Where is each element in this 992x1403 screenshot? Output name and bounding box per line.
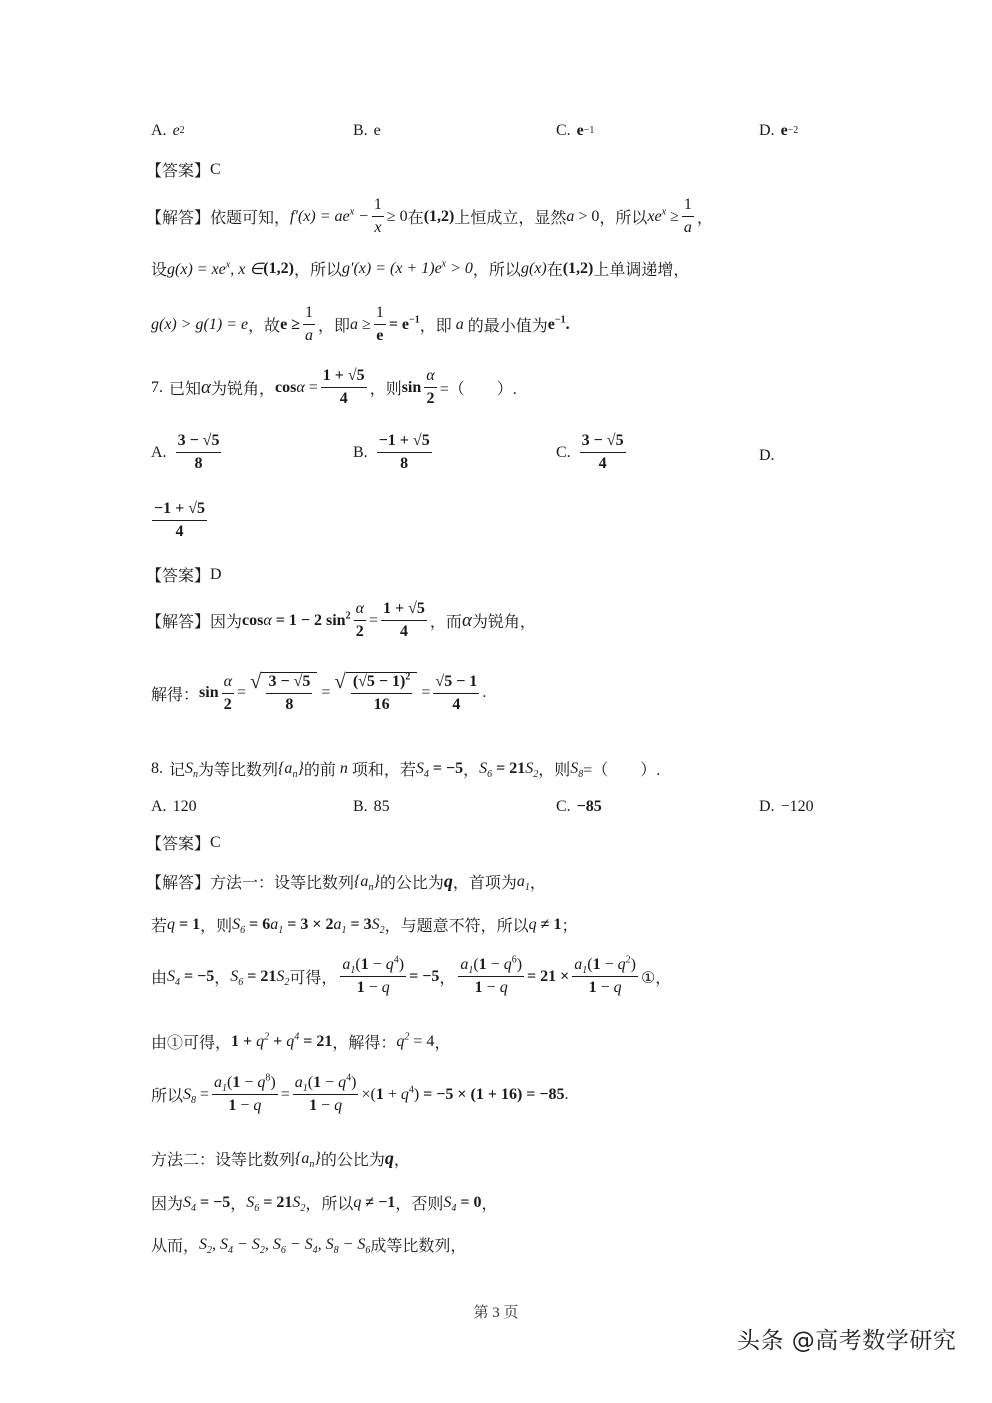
option-value: 85 [373, 798, 390, 815]
text: ，所以 [599, 210, 648, 228]
option-letter: D. [759, 447, 775, 464]
text: =（ ）. [583, 762, 661, 779]
fraction: $\frac{1}{x}$ [373, 196, 382, 237]
math: a ≥ [350, 315, 371, 333]
math: q [384, 1148, 394, 1168]
math: $S_2$ [371, 915, 385, 936]
page-number: 第 3 页 [473, 1305, 519, 1321]
option-value: −85 [576, 798, 602, 815]
fraction: $\frac{1}{a}$ [683, 196, 692, 237]
math: (1,2) [562, 259, 594, 277]
math: $S_2$ [525, 759, 539, 780]
math: = [368, 611, 379, 629]
math: cos [242, 611, 264, 629]
math: sin [401, 378, 422, 396]
math: = 21 × [527, 967, 570, 985]
math: = −5 [409, 967, 440, 985]
math: $S_2$ [292, 1193, 306, 1214]
math: = [196, 1085, 210, 1103]
text: ，所以 [472, 262, 521, 279]
text: 的公比为 [379, 875, 444, 892]
math: = −5 × (1 + 16) = −85 [419, 1085, 565, 1103]
q7-option-c [556, 432, 629, 474]
text: 由①可得， [151, 1035, 232, 1052]
math: = 6 [245, 915, 271, 933]
text: 记 [169, 762, 186, 779]
text: =（ ）. [439, 381, 517, 399]
math: g(x) > g(1) = e [151, 315, 249, 333]
text: 方法一：设等比数列 [210, 875, 355, 892]
math: = −5 [428, 759, 464, 777]
math: = $e^{-1}$ [388, 314, 420, 333]
text: 方法二：设等比数列 [151, 1152, 296, 1169]
text: 在 [407, 210, 424, 228]
math: = −5 [196, 1193, 231, 1211]
fraction: $\frac{a_1(1 - q^4)}{1 - q}$ [294, 1072, 357, 1115]
q8-answer [146, 831, 221, 854]
text: 上单调递增， [593, 262, 690, 279]
math: = 1 [175, 915, 201, 933]
fraction: $\frac{1}{a}$ [305, 304, 314, 345]
text: 设 [151, 262, 168, 279]
math: $S_4$ [443, 1193, 457, 1214]
text: 的前 [303, 762, 336, 779]
option-value: −120 [780, 798, 814, 815]
math: $S_4$ [167, 967, 181, 989]
q7-solution-line-2 [151, 672, 486, 715]
math: $e^{-1}$. [547, 314, 570, 333]
text: 为锐角， [211, 381, 276, 399]
text: ， [230, 1196, 247, 1213]
fraction: $\frac{√5 - 1}{4}$ [435, 672, 478, 713]
fraction: $\frac{a_1(1 - q^8)}{1 - q}$ [214, 1072, 276, 1115]
text: 所以 [151, 1088, 184, 1106]
answer-value: D [210, 565, 222, 583]
q8-option-a [151, 798, 197, 816]
q8-option-d [759, 798, 814, 816]
math: = [317, 684, 335, 702]
q6-option-c: C. e −1 [556, 122, 595, 139]
q6-solution-line-2 [151, 257, 689, 280]
fraction: $\frac{1 + √5}{4}$ [322, 367, 365, 408]
text: 为锐角， [471, 614, 536, 632]
answer-value: C [210, 160, 221, 178]
option-letter: D. [759, 798, 775, 815]
answer-label: 【答案】 [146, 163, 211, 180]
math: = [237, 684, 251, 702]
math: = 3 [346, 915, 372, 933]
math: $S_6$ [230, 967, 244, 989]
math: $a_1$ [516, 872, 530, 893]
math: . [482, 684, 487, 702]
text: 因为 [210, 614, 243, 632]
option-letter: C. [556, 443, 571, 461]
math: $\{a_n\}$ [278, 759, 304, 780]
option-letter: D. [759, 122, 775, 139]
text: ，首项为 [452, 875, 517, 892]
q6-option-a: A. e 2 [151, 122, 185, 139]
text: ，而 [429, 614, 462, 632]
text: 解得： [151, 686, 200, 704]
math: (1,2) [423, 207, 455, 225]
text: 已知 [169, 381, 202, 399]
text: ，解得： [332, 1035, 397, 1052]
q8-method1-line-4 [151, 1030, 450, 1053]
math: g(x) [520, 259, 547, 277]
solution-label: 【解答】 [146, 875, 211, 892]
math: α [263, 611, 272, 629]
math: = [280, 1085, 290, 1103]
text: ，故 [248, 318, 281, 336]
math: $a_1$ [333, 915, 347, 936]
math: $f'(x) = ae^x$ − [290, 206, 369, 225]
q8-option-c [556, 798, 602, 816]
option-value: e [172, 122, 180, 139]
math: ， [696, 210, 713, 228]
text: ，则 [538, 762, 571, 779]
fraction: $\frac{\alpha}{2}$ [223, 672, 232, 713]
text: 从而， [151, 1238, 200, 1255]
math: q [353, 1193, 362, 1211]
option-letter: C. [556, 122, 571, 139]
text: ， [439, 970, 456, 988]
option-letter: B. [353, 798, 368, 815]
math: = 3 × 2 [283, 915, 334, 933]
text: 上恒成立，显然 [454, 210, 567, 228]
math: = 21 [259, 1193, 293, 1211]
text: 因为 [151, 1196, 184, 1213]
text: ，则 [200, 918, 233, 935]
fraction: $\frac{3 - √5}{8}$ [177, 432, 220, 473]
math: $xe^x$ [647, 206, 667, 225]
q8-stem [151, 757, 660, 780]
text: ，即 [318, 318, 351, 336]
q7-option-a [151, 432, 224, 474]
math: = 1 − 2 $\sin^2$ [271, 610, 351, 629]
math: ≠ −1 [361, 1193, 396, 1211]
math: $S_8$ [183, 1085, 197, 1107]
text: 依题可知， [210, 210, 291, 228]
math: ≠ 1 [536, 915, 562, 933]
text: 若 [151, 918, 168, 935]
math: α [201, 376, 211, 398]
text: . [564, 1085, 569, 1103]
text: 由 [151, 970, 168, 988]
q6-answer [146, 158, 221, 181]
math: $S_2$ [276, 967, 290, 989]
math: 1 + [231, 1032, 253, 1050]
math: $a_1$ [270, 915, 284, 936]
q8-option-b [353, 798, 390, 816]
text: 成等比数列， [370, 1238, 467, 1255]
text: 可得， [289, 970, 338, 988]
text: 项和，若 [351, 762, 416, 779]
math: $q^4$ [286, 1031, 300, 1050]
math: sin [199, 684, 219, 702]
q7-option-b [353, 432, 435, 474]
option-letter: A. [151, 122, 167, 139]
q8-method2-line-2 [151, 1191, 497, 1214]
math: $S_8$ [570, 759, 584, 780]
fraction: $\frac{-1 + √5}{4}$ [154, 500, 206, 541]
option-value: e [780, 122, 788, 139]
q6-solution-line-3 [151, 304, 570, 346]
question-number: 7. [151, 378, 163, 396]
text: ， [434, 1035, 451, 1052]
text: ， [529, 875, 546, 892]
math: (1,2) [263, 259, 294, 277]
text: ，否则 [395, 1196, 444, 1213]
math: α [296, 378, 305, 396]
text: ， [481, 1196, 498, 1213]
fraction: $\frac{a_1(1 - q^4)}{1 - q}$ [342, 954, 405, 997]
option-letter: B. [353, 122, 368, 139]
math: $S_2$, $S_4 - S_2$, $S_6 - S_4$, $S_8 - S_6$ [199, 1235, 371, 1256]
q7-solution-line-1 [146, 600, 536, 642]
math: = 0 [456, 1193, 482, 1211]
fraction: $\frac{a_1(1 - q^2)}{1 - q}$ [574, 954, 636, 997]
math: cos [275, 378, 297, 396]
math: > 0 [574, 207, 600, 225]
math: a [566, 207, 575, 225]
q7-answer [146, 563, 222, 586]
math: $S_6$ [479, 759, 493, 780]
math: n [335, 759, 352, 777]
text: 的公比为 [320, 1152, 385, 1169]
math: $S_n$ [185, 759, 199, 780]
math: $q^2$ [256, 1031, 270, 1050]
solution-label: 【解答】 [146, 210, 211, 228]
watermark: 头条 @高考数学研究 [737, 1328, 957, 1354]
text: ，与题意不符，所以 [384, 918, 529, 935]
math: $S_6$ [246, 1193, 260, 1214]
math: $S_6$ [232, 915, 246, 936]
math: ≥ [666, 207, 679, 225]
math: $S_4$ [415, 759, 429, 780]
math: = 21 [243, 967, 277, 985]
answer-label: 【答案】 [146, 836, 211, 853]
q7-stem [151, 367, 517, 409]
q6-option-d: D. e −2 [759, 122, 799, 139]
fraction: $\frac{3 - √5}{4}$ [581, 432, 624, 473]
fraction: $\frac{\alpha}{2}$ [426, 367, 435, 408]
sqrt: √ $\frac{(√5 - 1)^2}{16}$ [334, 672, 417, 715]
option-letter: A. [151, 443, 167, 461]
math: a [451, 315, 468, 333]
text: 的最小值为 [467, 318, 548, 336]
math: q [528, 915, 537, 933]
text: ，所以 [305, 1196, 354, 1213]
text: 在 [546, 262, 563, 279]
math: = [417, 684, 431, 702]
q8-method2-line-1 [151, 1147, 410, 1170]
math: $\times(1 + q^4)$ [361, 1084, 420, 1103]
math: = 21 [299, 1032, 333, 1050]
fraction: $\frac{1 + √5}{4}$ [383, 600, 425, 641]
math: α [461, 609, 472, 631]
text: ， [463, 762, 480, 779]
text: ，则 [369, 381, 402, 399]
text: 为等比数列 [198, 762, 279, 779]
math: $g(x) = xe^x$, x ∈ [167, 259, 264, 278]
option-value: 120 [172, 798, 197, 815]
text: ，即 [419, 318, 452, 336]
q8-method1-line-2 [151, 913, 577, 936]
math: = 21 [492, 759, 526, 777]
question-number: 8. [151, 759, 163, 777]
q8-method1-line-1 [146, 870, 546, 893]
math: q [443, 871, 453, 891]
answer-value: C [210, 833, 221, 851]
text: ， [214, 970, 231, 988]
math: = −5 [180, 967, 215, 985]
option-value: e [373, 122, 381, 139]
fraction: $\frac{a_1(1 - q^6)}{1 - q}$ [460, 954, 523, 997]
q8-method1-line-5 [151, 1074, 569, 1116]
q7-option-d-letter [759, 447, 775, 465]
math: $q^2$ [396, 1031, 410, 1050]
math: $\{a_n\}$ [295, 1149, 321, 1170]
solution-label: 【解答】 [146, 614, 211, 632]
q7-option-d-value [149, 500, 210, 542]
text: ， [393, 1152, 410, 1169]
math: ≥ 0 [386, 207, 408, 225]
math: $\{a_n\}$ [354, 872, 380, 893]
text: ； [561, 918, 578, 935]
math: q [167, 915, 176, 933]
math: = 4 [409, 1032, 435, 1050]
math: = [304, 378, 318, 396]
option-letter: C. [556, 798, 571, 815]
fraction: $\frac{-1 + √5}{8}$ [378, 432, 430, 473]
math: $g'(x) = (x + 1)e^x > 0$ [341, 258, 473, 277]
option-letter: B. [353, 443, 368, 461]
q8-method2-line-3 [151, 1233, 466, 1256]
option-letter: A. [151, 798, 167, 815]
q6-solution-line-1 [146, 196, 713, 238]
option-value: e [576, 122, 584, 139]
sqrt: √ $\frac{3 - √5}{8}$ [250, 672, 317, 715]
math: e ≥ [280, 315, 301, 333]
math: $S_4$ [183, 1193, 197, 1214]
text: ，所以 [293, 262, 342, 279]
math: + [273, 1032, 283, 1050]
fraction: $\frac{\alpha}{2}$ [355, 600, 364, 641]
answer-label: 【答案】 [146, 568, 211, 585]
text: ①， [640, 970, 672, 988]
q8-method1-line-3 [151, 956, 671, 998]
q6-option-b [353, 122, 381, 140]
fraction: $\frac{1}{e}$ [375, 304, 384, 345]
